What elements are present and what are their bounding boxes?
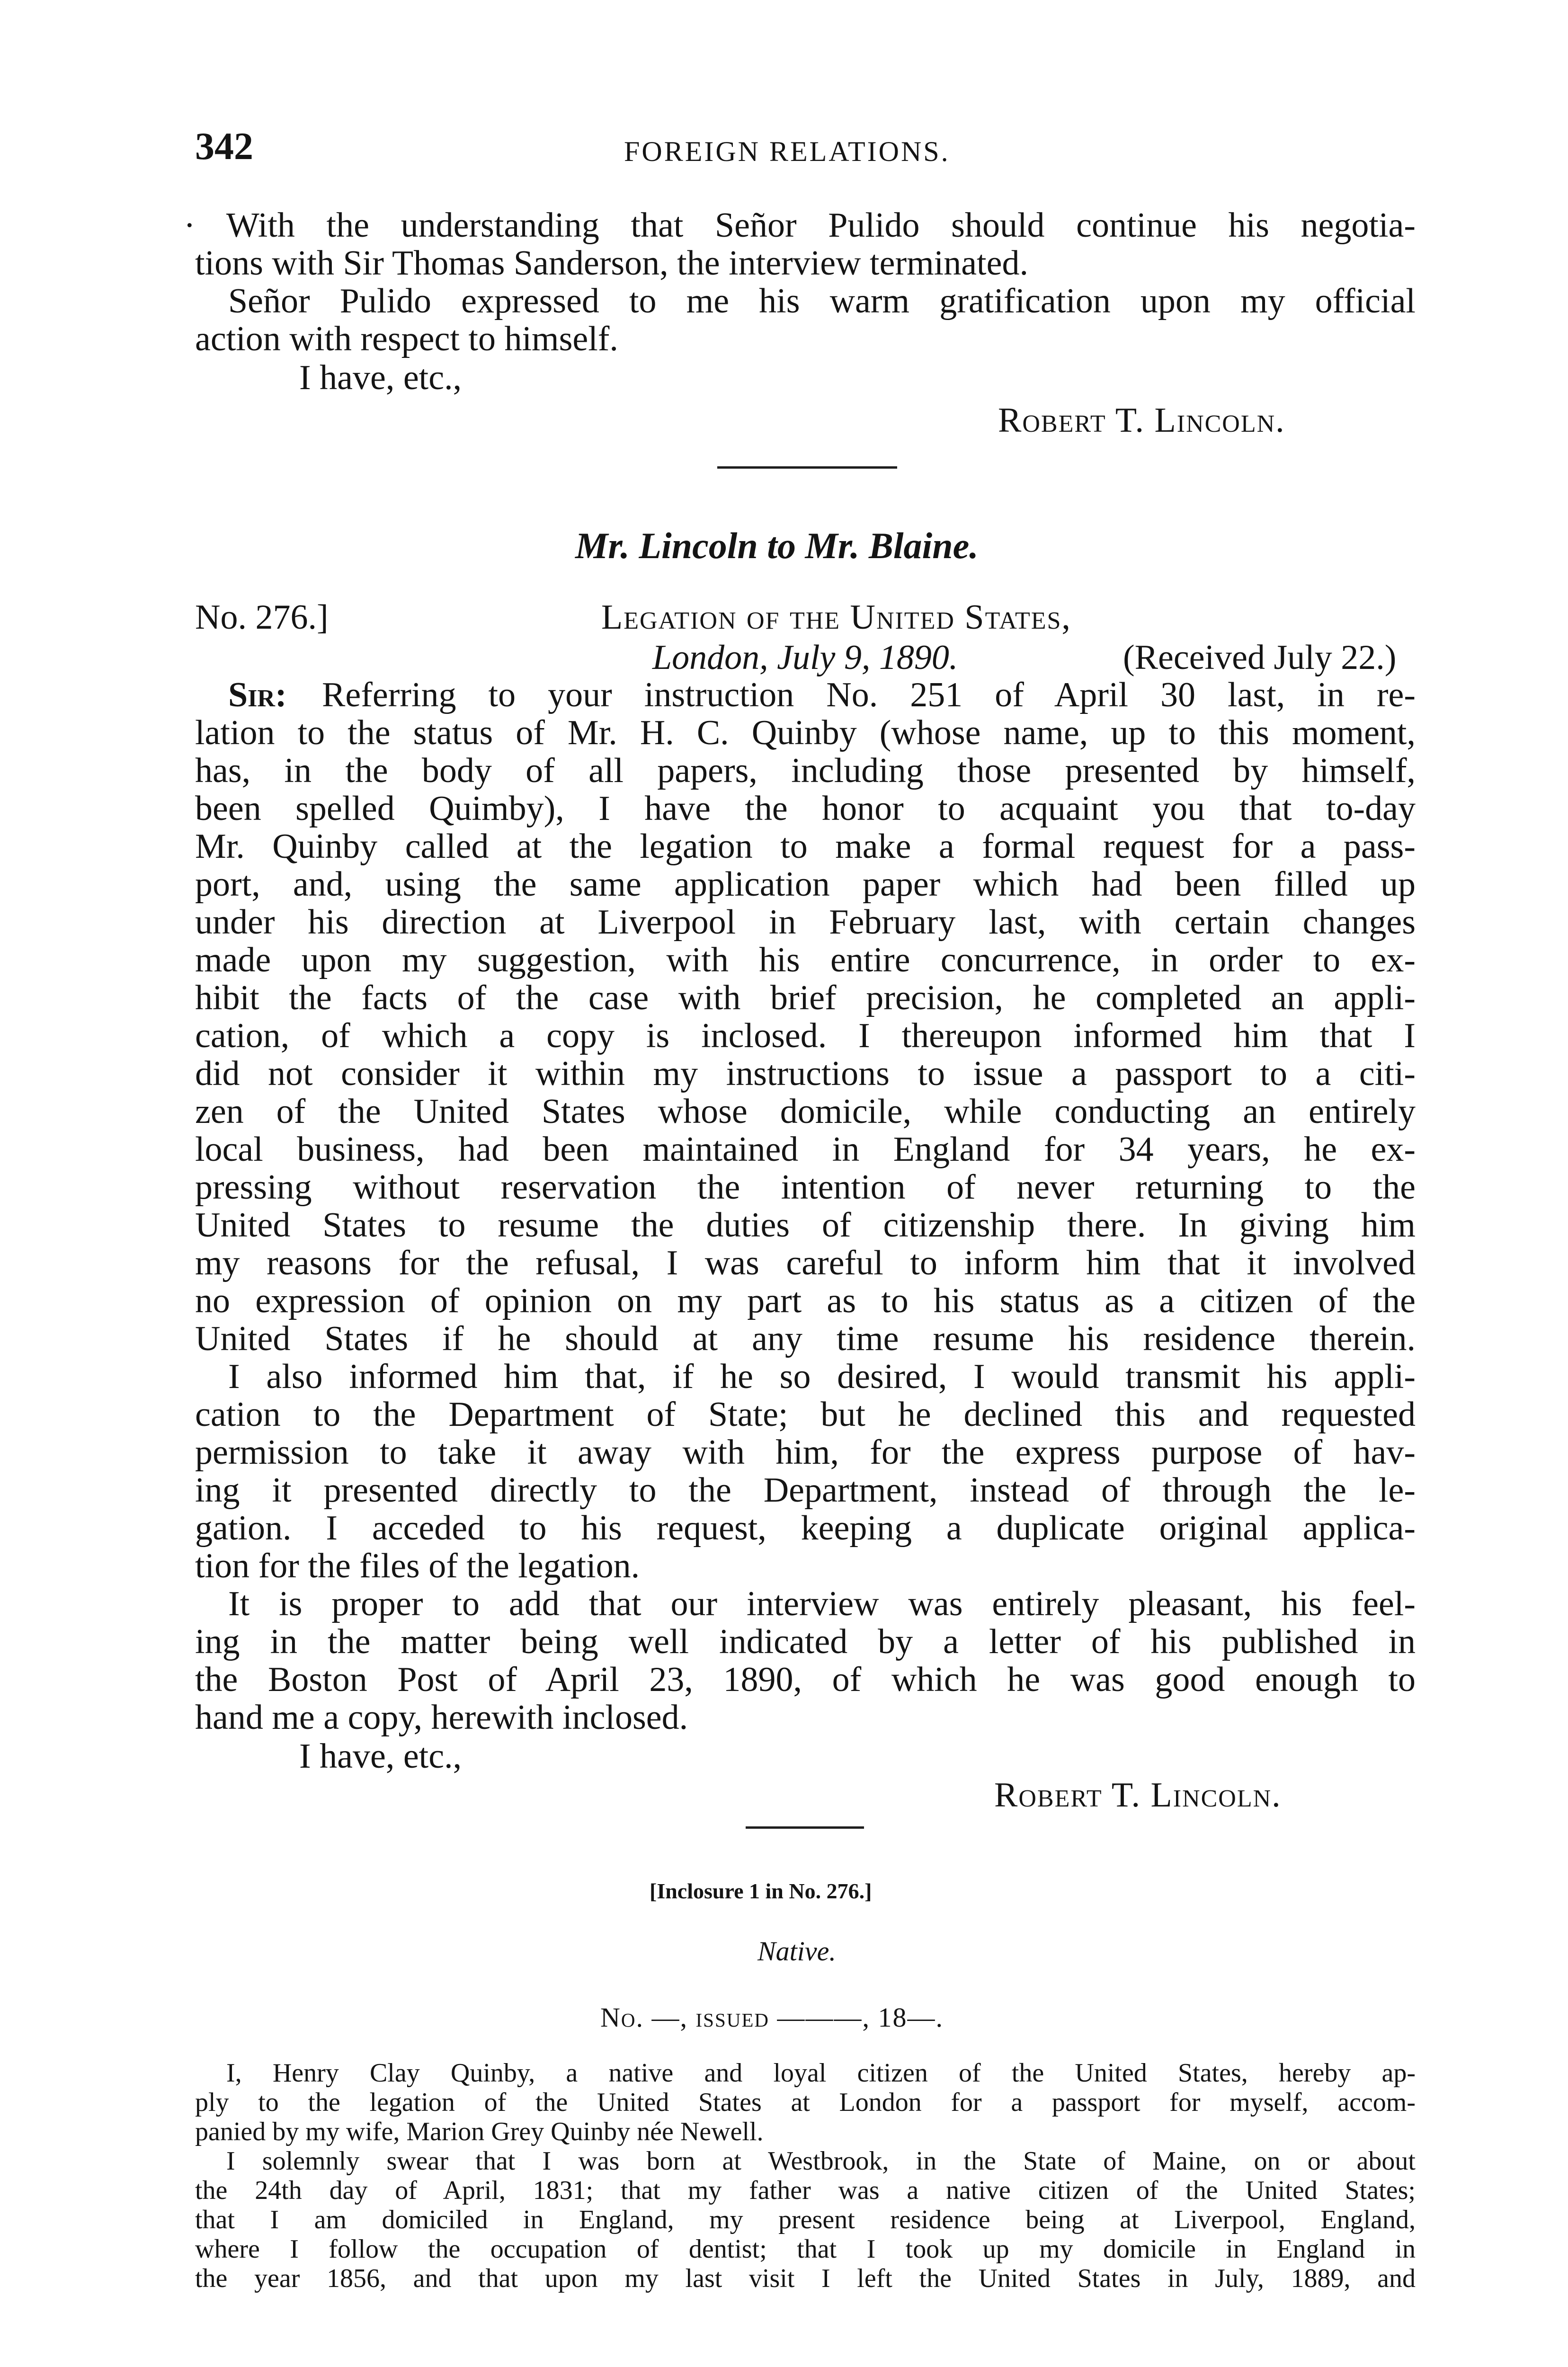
text-line: ing in the matter being well indicated by a letter of his published in (195, 1622, 1416, 1661)
despatch-number: No. 276.] (195, 598, 329, 637)
text-line: Referring to your instruction No. 251 of April 30 last, in re- (322, 676, 1416, 714)
text-line: I solemnly swear that I was born at Westbrook, in the State of Maine, on or about (226, 2146, 1416, 2176)
letter-heading: Mr. Lincoln to Mr. Blaine. (575, 525, 979, 566)
prev-letter-signature: Robert T. Lincoln. (998, 401, 1285, 440)
legation-line: Legation of the United States, (601, 598, 1071, 637)
text-line: has, in the body of all papers, including those presented by himself, (195, 751, 1416, 790)
text-line: I also informed him that, if he so desired, I would transmit his appli- (228, 1357, 1416, 1396)
text-line: my reasons for the refusal, I was careful to inform him that it involved (195, 1244, 1416, 1282)
text-line: action with respect to himself. (195, 320, 618, 358)
salutation: Sir: (228, 676, 287, 714)
text-line: did not consider it within my instructions to issue a passport to a citi- (195, 1054, 1416, 1093)
inclosure-label: [Inclosure 1 in No. 276.] (650, 1879, 872, 1903)
text-line: Mr. Quinby called at the legation to make a formal request for a pass- (195, 827, 1416, 866)
text-line: the year 1856, and that upon my last visit I left the United States in July, 1889, and (195, 2264, 1416, 2293)
section-divider (717, 466, 897, 469)
text-line: made upon my suggestion, with his entire concurrence, in order to ex- (195, 941, 1416, 979)
prev-letter-closing: I have, etc., (299, 358, 462, 397)
text-line: tion for the files of the legation. (195, 1547, 640, 1585)
text-line: · With the understanding that Señor Pulido should continue his negotia- (184, 206, 1416, 245)
text-line: hibit the facts of the case with brief precision, he completed an appli- (195, 979, 1416, 1017)
text-line: zen of the United States whose domicile, while conducting an entirely (195, 1092, 1416, 1131)
place-date: London, July 9, 1890. (652, 638, 958, 677)
letter-closing: I have, etc., (299, 1737, 462, 1776)
text-line: ply to the legation of the United States at London for a passport for myself, accom- (195, 2088, 1416, 2117)
text-line: the 24th day of April, 1831; that my father was a native citizen of the United States; (195, 2176, 1416, 2205)
text-line: cation, of which a copy is inclosed. I thereupon informed him that I (195, 1016, 1416, 1055)
text-line: cation to the Department of State; but he declined this and requested (195, 1395, 1416, 1434)
running-title: FOREIGN RELATIONS. (624, 136, 950, 167)
text-line: Señor Pulido expressed to me his warm gratification upon my official (228, 282, 1416, 320)
text-line: pressing without reservation the intention of never returning to the (195, 1168, 1416, 1207)
page-number: 342 (195, 125, 253, 168)
text-line: under his direction at Liverpool in February last, with certain changes (195, 903, 1416, 942)
letter-signature: Robert T. Lincoln. (994, 1776, 1282, 1815)
text-line: port, and, using the same application paper which had been filled up (195, 865, 1416, 904)
issue-line: No. —, issued ———, 18—. (600, 2002, 944, 2033)
text-line: gation. I acceded to his request, keeping a duplicate original applica- (195, 1509, 1416, 1548)
text-line: United States to resume the duties of citizenship there. In giving him (195, 1206, 1416, 1245)
text-line: where I follow the occupation of dentist; that I took up my domicile in England in (195, 2234, 1416, 2264)
section-divider (746, 1826, 864, 1829)
text-line: lation to the status of Mr. H. C. Quinby (whose name, up to this moment, (195, 713, 1416, 752)
received-date: (Received July 22.) (1123, 638, 1397, 677)
text-line: permission to take it away with him, for the express purpose of hav- (195, 1433, 1416, 1472)
text-line: been spelled Quimby), I have the honor to acquaint you that to-day (195, 789, 1416, 828)
text-line: ing it presented directly to the Department, instead of through the le- (195, 1471, 1416, 1510)
text-line: local business, had been maintained in England for 34 years, he ex- (195, 1130, 1416, 1169)
text-line: hand me a copy, herewith inclosed. (195, 1698, 688, 1737)
text-line: that I am domiciled in England, my present residence being at Liverpool, England, (195, 2205, 1416, 2234)
text-line: I, Henry Clay Quinby, a native and loyal citizen of the United States, hereby ap- (226, 2058, 1416, 2088)
text-line: It is proper to add that our interview was entirely pleasant, his feel- (228, 1584, 1416, 1623)
text-line: panied by my wife, Marion Grey Quinby née Newell. (195, 2117, 764, 2146)
text-line: the Boston Post of April 23, 1890, of which he was good enough to (195, 1660, 1416, 1699)
text-line: United States if he should at any time resume his residence therein. (195, 1319, 1416, 1358)
text-line: no expression of opinion on my part as to his status as a citizen of the (195, 1281, 1416, 1320)
text-line: tions with Sir Thomas Sanderson, the interview terminated. (195, 244, 1028, 283)
inclosure-heading: Native. (757, 1936, 836, 1967)
